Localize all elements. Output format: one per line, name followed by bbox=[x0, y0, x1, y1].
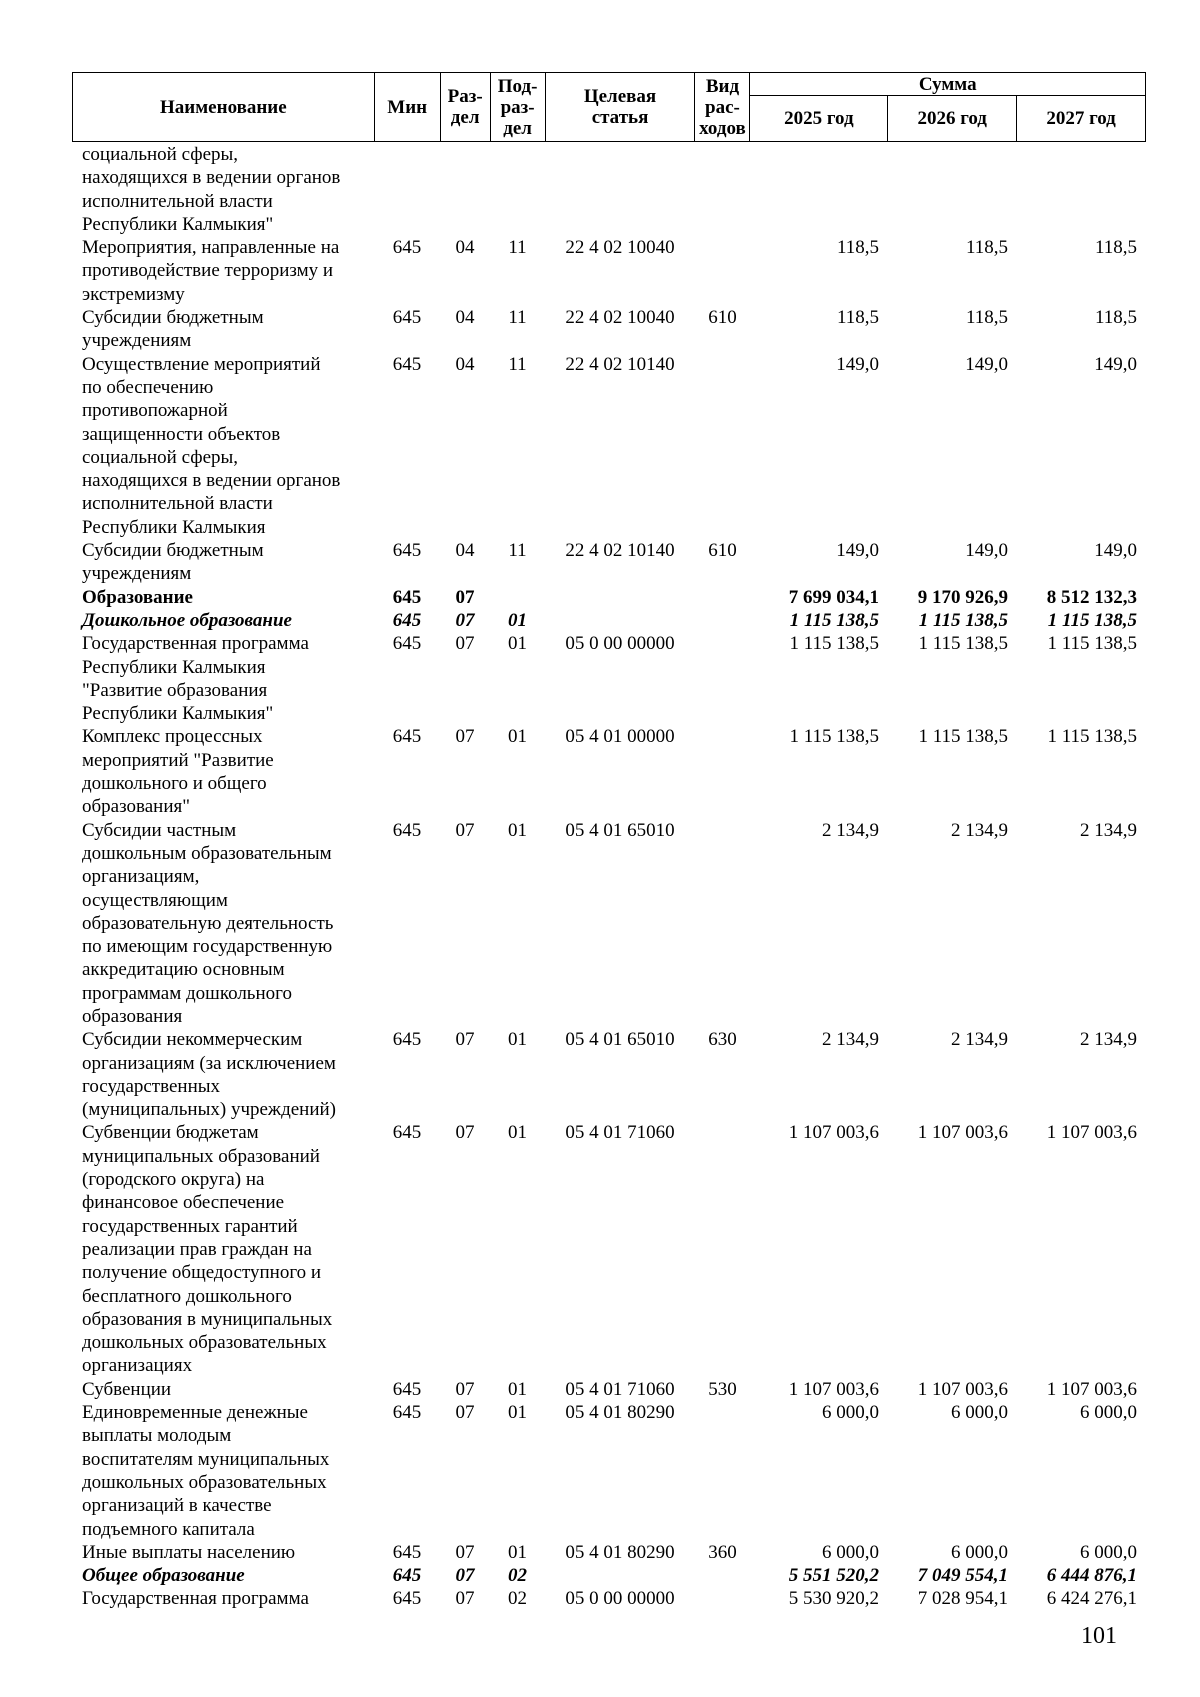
row-name bbox=[72, 306, 374, 353]
row-section: 04 bbox=[455, 307, 475, 329]
row-name-line: осуществляющим bbox=[82, 889, 228, 911]
row-value-2027: 118,5 bbox=[1094, 237, 1137, 259]
row-min: 645 bbox=[392, 237, 422, 259]
row-name-line: находящихся в ведении органов bbox=[82, 470, 341, 492]
header-vr-l2: рас- bbox=[705, 96, 740, 118]
row-value-2026: 149,0 bbox=[965, 540, 1008, 562]
table-row bbox=[72, 143, 1146, 236]
row-value-2027: 118,5 bbox=[1094, 307, 1137, 329]
header-vr-l1: Вид bbox=[705, 75, 740, 97]
row-name bbox=[72, 1378, 374, 1401]
row-name-line: Республики Калмыкия" bbox=[82, 213, 274, 235]
row-name-line: Субсидии бюджетным bbox=[82, 307, 264, 329]
row-target: 05 4 01 65010 bbox=[565, 819, 675, 841]
row-name-line: Мероприятия, направленные на bbox=[82, 237, 340, 259]
table-row bbox=[72, 609, 1146, 632]
row-value-2026: 2 134,9 bbox=[951, 819, 1008, 841]
row-min: 645 bbox=[392, 307, 422, 329]
row-section: 04 bbox=[455, 353, 475, 375]
row-value-2026: 1 107 003,6 bbox=[917, 1122, 1008, 1144]
row-section: 07 bbox=[455, 819, 475, 841]
row-subsection: 01 bbox=[508, 1378, 527, 1400]
row-name-line: Субсидии частным bbox=[82, 819, 237, 841]
row-name-line: мероприятий "Развитие bbox=[82, 749, 274, 771]
row-value-2025: 118,5 bbox=[836, 237, 879, 259]
row-name-line: государственных гарантий bbox=[82, 1215, 298, 1237]
row-name-line: Осуществление мероприятий bbox=[82, 353, 321, 375]
row-value-2027: 1 107 003,6 bbox=[1046, 1122, 1137, 1144]
row-min: 645 bbox=[392, 1565, 422, 1587]
row-name-line: реализации прав граждан на bbox=[82, 1238, 312, 1260]
row-name bbox=[72, 539, 374, 586]
table-row bbox=[72, 1541, 1146, 1564]
row-name-line: муниципальных образований bbox=[82, 1145, 320, 1167]
header-2027: 2027 год bbox=[1017, 96, 1146, 142]
row-target: 05 4 01 00000 bbox=[565, 726, 675, 748]
row-value-2026: 118,5 bbox=[965, 237, 1008, 259]
row-value-2026: 6 000,0 bbox=[951, 1402, 1008, 1424]
row-name-line: образования в муниципальных bbox=[82, 1308, 333, 1330]
row-value-2026: 9 170 926,9 bbox=[917, 586, 1008, 608]
row-name-line: дошкольных образовательных bbox=[82, 1471, 327, 1493]
row-name-line: защищенности объектов bbox=[82, 423, 281, 445]
table-row bbox=[72, 1564, 1146, 1587]
row-section: 07 bbox=[455, 1029, 475, 1051]
row-min: 645 bbox=[392, 1122, 422, 1144]
row-name-line: социальной сферы, bbox=[82, 144, 239, 165]
row-name-line: (городского округа) на bbox=[82, 1169, 265, 1191]
row-name-line: по имеющим государственную bbox=[82, 936, 333, 958]
header-sum: Сумма bbox=[750, 73, 1146, 96]
row-name-line: Единовременные денежные bbox=[82, 1402, 308, 1424]
row-target: 22 4 02 10140 bbox=[565, 353, 675, 375]
row-name-line: Образование bbox=[82, 586, 193, 608]
row-expense-type: 610 bbox=[708, 540, 737, 562]
row-name-line: аккредитацию основным bbox=[82, 959, 285, 981]
table-row bbox=[72, 1121, 1146, 1377]
row-subsection: 01 bbox=[508, 726, 527, 748]
row-expense-type: 610 bbox=[708, 307, 737, 329]
row-name bbox=[72, 1564, 374, 1587]
row-section: 04 bbox=[455, 237, 475, 259]
row-value-2026: 1 115 138,5 bbox=[918, 726, 1008, 748]
row-target: 05 4 01 65010 bbox=[565, 1029, 675, 1051]
row-name-line: организаций в качестве bbox=[82, 1495, 272, 1517]
row-name bbox=[72, 1028, 374, 1121]
row-min: 645 bbox=[392, 540, 422, 562]
row-name-line: Республики Калмыкия bbox=[82, 656, 266, 678]
row-name-line: организациях bbox=[82, 1355, 193, 1377]
table-row bbox=[72, 819, 1146, 1029]
row-name bbox=[72, 1401, 374, 1541]
header-subsection-l3: дел bbox=[503, 117, 532, 139]
header-name: Наименование bbox=[73, 73, 375, 142]
row-name-line: находящихся в ведении органов bbox=[82, 167, 341, 189]
row-target: 22 4 02 10040 bbox=[565, 237, 675, 259]
row-name-line: получение общедоступного и bbox=[82, 1262, 322, 1284]
row-name-line: Дошкольное образование bbox=[82, 609, 292, 631]
row-value-2025: 118,5 bbox=[836, 307, 879, 329]
row-name-line: Республики Калмыкия bbox=[82, 516, 266, 538]
row-section: 07 bbox=[455, 609, 475, 631]
row-min: 645 bbox=[392, 586, 422, 608]
row-name-line: дошкольным образовательным bbox=[82, 842, 332, 864]
table-body bbox=[72, 143, 1146, 1611]
row-name-line: Иные выплаты населению bbox=[82, 1541, 296, 1563]
row-value-2026: 118,5 bbox=[965, 307, 1008, 329]
row-name-line: "Развитие образования bbox=[82, 679, 268, 701]
row-name-line: противодействие терроризму и bbox=[82, 260, 334, 282]
row-value-2027: 6 000,0 bbox=[1080, 1541, 1137, 1563]
table-row bbox=[72, 539, 1146, 586]
table-row bbox=[72, 236, 1146, 306]
header-2026: 2026 год bbox=[888, 96, 1017, 142]
row-section: 07 bbox=[455, 1565, 475, 1587]
header-min: Мин bbox=[374, 73, 440, 142]
row-target: 22 4 02 10140 bbox=[565, 540, 675, 562]
row-subsection: 02 bbox=[508, 1565, 527, 1587]
row-min: 645 bbox=[392, 1588, 422, 1610]
row-value-2025: 149,0 bbox=[836, 540, 879, 562]
row-name bbox=[72, 1121, 374, 1377]
row-value-2027: 6 424 276,1 bbox=[1046, 1588, 1137, 1610]
row-subsection: 02 bbox=[508, 1588, 527, 1610]
row-name-line: (муниципальных) учреждений) bbox=[82, 1099, 336, 1121]
table-row bbox=[72, 1028, 1146, 1121]
row-name bbox=[72, 632, 374, 725]
row-name-line: дошкольного и общего bbox=[82, 773, 267, 795]
row-name bbox=[72, 586, 374, 609]
row-value-2025: 5 530 920,2 bbox=[788, 1588, 879, 1610]
table-row bbox=[72, 725, 1146, 818]
row-name bbox=[72, 353, 374, 539]
row-name bbox=[72, 609, 374, 632]
row-name bbox=[72, 143, 374, 236]
row-value-2027: 1 115 138,5 bbox=[1047, 726, 1137, 748]
row-value-2026: 6 000,0 bbox=[951, 1541, 1008, 1563]
row-subsection: 11 bbox=[508, 307, 527, 329]
page-number: 101 bbox=[1081, 1623, 1117, 1649]
row-name-line: программам дошкольного bbox=[82, 982, 292, 1004]
row-name-line: Общее образование bbox=[82, 1565, 245, 1587]
row-value-2027: 6 000,0 bbox=[1080, 1402, 1137, 1424]
row-name-line: экстремизму bbox=[82, 283, 185, 305]
row-value-2025: 5 551 520,2 bbox=[788, 1565, 879, 1587]
row-name-line: социальной сферы, bbox=[82, 446, 239, 468]
row-name-line: образовательную деятельность bbox=[82, 912, 334, 934]
row-name-line: Субсидии некоммерческим bbox=[82, 1029, 303, 1051]
row-value-2027: 149,0 bbox=[1094, 540, 1137, 562]
row-subsection: 11 bbox=[508, 353, 527, 375]
row-value-2027: 1 107 003,6 bbox=[1046, 1378, 1137, 1400]
table-row bbox=[72, 632, 1146, 725]
row-expense-type: 360 bbox=[708, 1541, 737, 1563]
row-value-2025: 6 000,0 bbox=[822, 1541, 879, 1563]
row-name-line: учреждениям bbox=[82, 330, 192, 352]
table-row bbox=[72, 1378, 1146, 1401]
row-value-2025: 2 134,9 bbox=[822, 1029, 879, 1051]
table-row bbox=[72, 353, 1146, 539]
row-value-2025: 1 107 003,6 bbox=[788, 1378, 879, 1400]
row-value-2026: 1 115 138,5 bbox=[918, 633, 1008, 655]
row-expense-type: 530 bbox=[708, 1378, 737, 1400]
row-value-2027: 6 444 876,1 bbox=[1046, 1565, 1137, 1587]
row-target: 05 0 00 00000 bbox=[565, 1588, 675, 1610]
row-value-2026: 7 049 554,1 bbox=[917, 1565, 1008, 1587]
row-value-2025: 2 134,9 bbox=[822, 819, 879, 841]
row-value-2027: 1 115 138,5 bbox=[1047, 609, 1137, 631]
row-name-line: образования" bbox=[82, 796, 190, 818]
row-value-2027: 8 512 132,3 bbox=[1046, 586, 1137, 608]
row-min: 645 bbox=[392, 726, 422, 748]
row-subsection: 11 bbox=[508, 237, 527, 259]
row-name-line: дошкольных образовательных bbox=[82, 1332, 327, 1354]
row-name bbox=[72, 1541, 374, 1564]
row-name-line: по обеспечению bbox=[82, 376, 214, 398]
header-vr-l3: ходов bbox=[699, 117, 746, 139]
row-name-line: противопожарной bbox=[82, 400, 228, 422]
row-name-line: воспитателям муниципальных bbox=[82, 1448, 330, 1470]
row-min: 645 bbox=[392, 353, 422, 375]
header-subsection bbox=[490, 73, 545, 142]
row-name-line: Комплекс процессных bbox=[82, 726, 263, 748]
table-row bbox=[72, 586, 1146, 609]
row-name-line: образования bbox=[82, 1005, 183, 1027]
row-value-2027: 2 134,9 bbox=[1080, 1029, 1137, 1051]
row-name-line: Субвенции bbox=[82, 1378, 172, 1400]
row-name-line: финансовое обеспечение bbox=[82, 1192, 285, 1214]
row-target: 05 0 00 00000 bbox=[565, 633, 675, 655]
row-name-line: учреждениям bbox=[82, 563, 192, 585]
row-subsection: 01 bbox=[508, 609, 527, 631]
row-name-line: выплаты молодым bbox=[82, 1425, 232, 1447]
row-value-2025: 1 115 138,5 bbox=[789, 633, 879, 655]
row-min: 645 bbox=[392, 1029, 422, 1051]
row-min: 645 bbox=[392, 819, 422, 841]
row-target: 05 4 01 71060 bbox=[565, 1122, 675, 1144]
row-value-2027: 149,0 bbox=[1094, 353, 1137, 375]
row-value-2027: 2 134,9 bbox=[1080, 819, 1137, 841]
header-expense-type bbox=[695, 73, 750, 142]
row-name bbox=[72, 1587, 374, 1610]
row-section: 07 bbox=[455, 1122, 475, 1144]
header-section-bottom: дел bbox=[450, 107, 480, 128]
row-name-line: бесплатного дошкольного bbox=[82, 1285, 292, 1307]
row-subsection: 11 bbox=[508, 540, 527, 562]
row-min: 645 bbox=[392, 1378, 422, 1400]
row-subsection: 01 bbox=[508, 1029, 527, 1051]
row-value-2025: 7 699 034,1 bbox=[788, 586, 879, 608]
row-name-line: Субвенции бюджетам bbox=[82, 1122, 259, 1144]
row-expense-type: 630 bbox=[708, 1029, 737, 1051]
row-min: 645 bbox=[392, 633, 422, 655]
row-target: 05 4 01 71060 bbox=[565, 1378, 675, 1400]
row-min: 645 bbox=[392, 609, 422, 631]
header-subsection-l1: Под- bbox=[497, 75, 538, 97]
row-subsection: 01 bbox=[508, 819, 527, 841]
row-min: 645 bbox=[392, 1402, 422, 1424]
row-section: 07 bbox=[455, 1588, 475, 1610]
row-name bbox=[72, 725, 374, 818]
row-section: 04 bbox=[455, 540, 475, 562]
row-name-line: Субсидии бюджетным bbox=[82, 540, 264, 562]
header-2025: 2025 год bbox=[750, 96, 888, 142]
row-name bbox=[72, 819, 374, 1029]
row-subsection: 01 bbox=[508, 633, 527, 655]
row-name bbox=[72, 236, 374, 306]
row-value-2026: 149,0 bbox=[965, 353, 1008, 375]
row-value-2026: 7 028 954,1 bbox=[917, 1588, 1008, 1610]
row-subsection: 01 bbox=[508, 1541, 527, 1563]
row-target: 05 4 01 80290 bbox=[565, 1541, 675, 1563]
table-row bbox=[72, 306, 1146, 353]
table-row bbox=[72, 1587, 1146, 1610]
row-value-2025: 149,0 bbox=[836, 353, 879, 375]
header-target-l2: статья bbox=[591, 107, 649, 128]
row-section: 07 bbox=[455, 633, 475, 655]
row-subsection: 01 bbox=[508, 1122, 527, 1144]
header-section bbox=[440, 73, 490, 142]
row-min: 645 bbox=[392, 1541, 422, 1563]
row-name-line: организациям, bbox=[82, 866, 200, 888]
header-section-top: Раз- bbox=[447, 86, 483, 107]
header-target-l1: Целевая bbox=[583, 86, 657, 107]
header-subsection-l2: раз- bbox=[500, 96, 535, 118]
header-target bbox=[545, 73, 695, 142]
row-value-2027: 1 115 138,5 bbox=[1047, 633, 1137, 655]
row-name-line: исполнительной власти bbox=[82, 493, 273, 515]
table-row bbox=[72, 1401, 1146, 1541]
row-target: 22 4 02 10040 bbox=[565, 307, 675, 329]
row-section: 07 bbox=[455, 1402, 475, 1424]
row-value-2025: 1 115 138,5 bbox=[789, 726, 879, 748]
row-section: 07 bbox=[455, 586, 475, 608]
row-value-2025: 1 115 138,5 bbox=[789, 609, 879, 631]
row-value-2026: 2 134,9 bbox=[951, 1029, 1008, 1051]
table-header bbox=[72, 72, 1146, 142]
row-subsection: 01 bbox=[508, 1402, 527, 1424]
row-name-line: Государственная программа bbox=[82, 1588, 309, 1610]
row-section: 07 bbox=[455, 1541, 475, 1563]
row-value-2026: 1 115 138,5 bbox=[918, 609, 1008, 631]
row-value-2026: 1 107 003,6 bbox=[917, 1378, 1008, 1400]
row-target: 05 4 01 80290 bbox=[565, 1402, 675, 1424]
row-section: 07 bbox=[455, 1378, 475, 1400]
row-name-line: исполнительной власти bbox=[82, 190, 273, 212]
row-name-line: подъемного капитала bbox=[82, 1518, 255, 1540]
row-name-line: Государственная программа bbox=[82, 633, 309, 655]
row-value-2025: 6 000,0 bbox=[822, 1402, 879, 1424]
row-name-line: государственных bbox=[82, 1075, 221, 1097]
row-section: 07 bbox=[455, 726, 475, 748]
row-name-line: организациям (за исключением bbox=[82, 1052, 336, 1074]
row-name-line: Республики Калмыкия" bbox=[82, 703, 274, 725]
row-value-2025: 1 107 003,6 bbox=[788, 1122, 879, 1144]
